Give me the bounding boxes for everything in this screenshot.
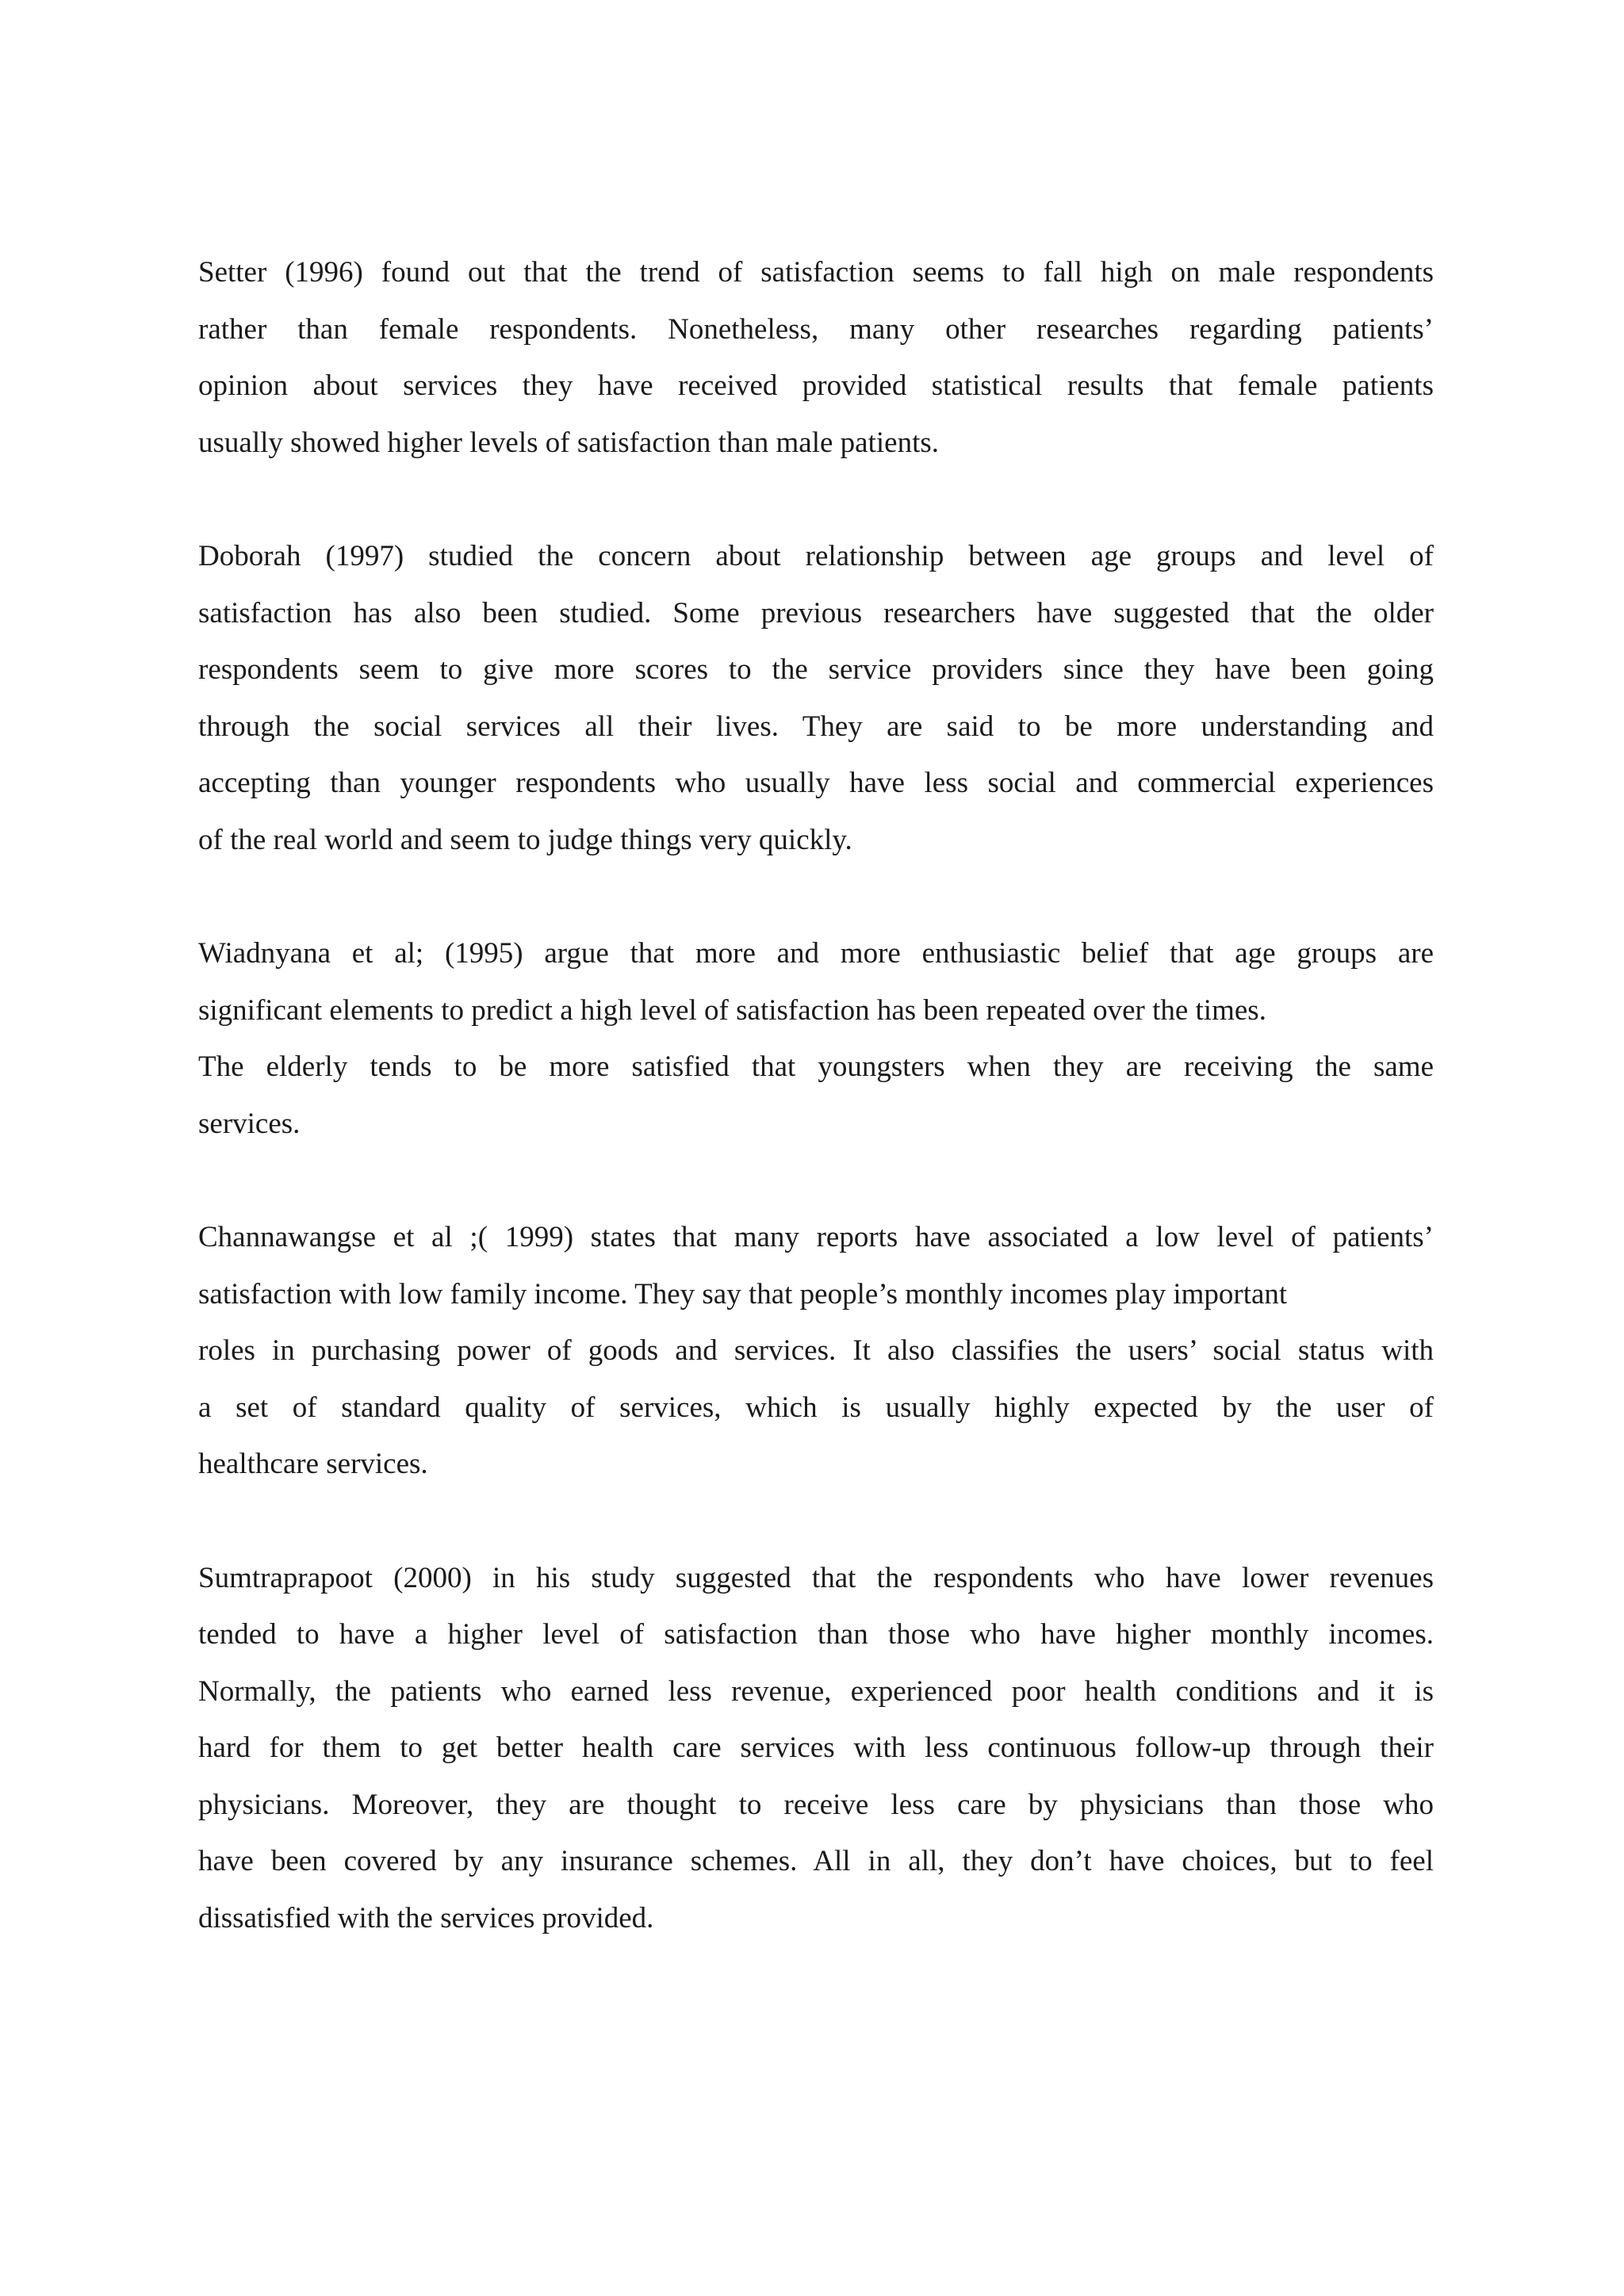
paragraph-line: through the social services all their lives. They are said to be more understanding and [198, 710, 1434, 743]
document-body [198, 244, 1434, 2003]
paragraph-line: services. [198, 1107, 301, 1140]
paragraph-line: of the real world and seem to judge things very quickly. [198, 823, 852, 856]
paragraph-line: healthcare services. [198, 1448, 428, 1480]
paragraph-line: physicians. Moreover, they are thought to receive less care by physicians than those who [198, 1788, 1434, 1821]
paragraph-channawangse [198, 1209, 1434, 1493]
paragraph-doborah [198, 528, 1434, 868]
paragraph-line: The elderly tends to be more satisfied that youngsters when they are receiving the same [198, 1050, 1434, 1083]
paragraph-line: hard for them to get better health care services with less continuous follow-up through their [198, 1732, 1434, 1764]
paragraph-line: satisfaction has also been studied. Some previous researchers have suggested that the older [198, 596, 1434, 629]
paragraph-line: respondents seem to give more scores to the service providers since they have been going [198, 653, 1434, 686]
paragraph-line: usually showed higher levels of satisfaction than male patients. [198, 426, 940, 459]
paragraph-sumtraprapoot [198, 1550, 1434, 1947]
paragraph-line: Doborah (1997) studied the concern about relationship between age groups and level of [198, 540, 1434, 572]
paragraph-line: tended to have a higher level of satisfaction than those who have higher monthly incomes. [198, 1618, 1434, 1651]
paragraph-line: opinion about services they have received provided statistical results that female patients [198, 369, 1434, 402]
paragraph-line: Setter (1996) found out that the trend of satisfaction seems to fall high on male respondents [198, 256, 1434, 289]
paragraph-line: a set of standard quality of services, which is usually highly expected by the user of [198, 1391, 1434, 1424]
paragraph-line: have been covered by any insurance schemes. All in all, they don’t have choices, but to feel [198, 1845, 1434, 1877]
paragraph-line: roles in purchasing power of goods and services. It also classifies the users’ social status with [198, 1334, 1434, 1367]
paragraph-line: Channawangse et al ;( 1999) states that many reports have associated a low level of patients’ [198, 1221, 1434, 1253]
paragraph-line: Normally, the patients who earned less revenue, experienced poor health conditions and it is [198, 1674, 1434, 1708]
paragraph-line: satisfaction with low family income. They say that people’s monthly incomes play important [198, 1277, 1288, 1311]
paragraph-line: significant elements to predict a high level of satisfaction has been repeated over the times. [198, 993, 1266, 1027]
paragraph-line: Sumtraprapoot (2000) in his study suggested that the respondents who have lower revenues [198, 1561, 1434, 1594]
paragraph-setter [198, 244, 1434, 471]
paragraph-line: Wiadnyana et al; (1995) argue that more and more enthusiastic belief that age groups are [198, 937, 1434, 970]
paragraph-line: rather than female respondents. Nonetheless, many other researches regarding patients’ [198, 312, 1434, 346]
paragraph-line: dissatisfied with the services provided. [198, 1901, 654, 1934]
paragraph-wiadnyana [198, 925, 1434, 1152]
paragraph-line: accepting than younger respondents who usually have less social and commercial experiences [198, 767, 1434, 799]
